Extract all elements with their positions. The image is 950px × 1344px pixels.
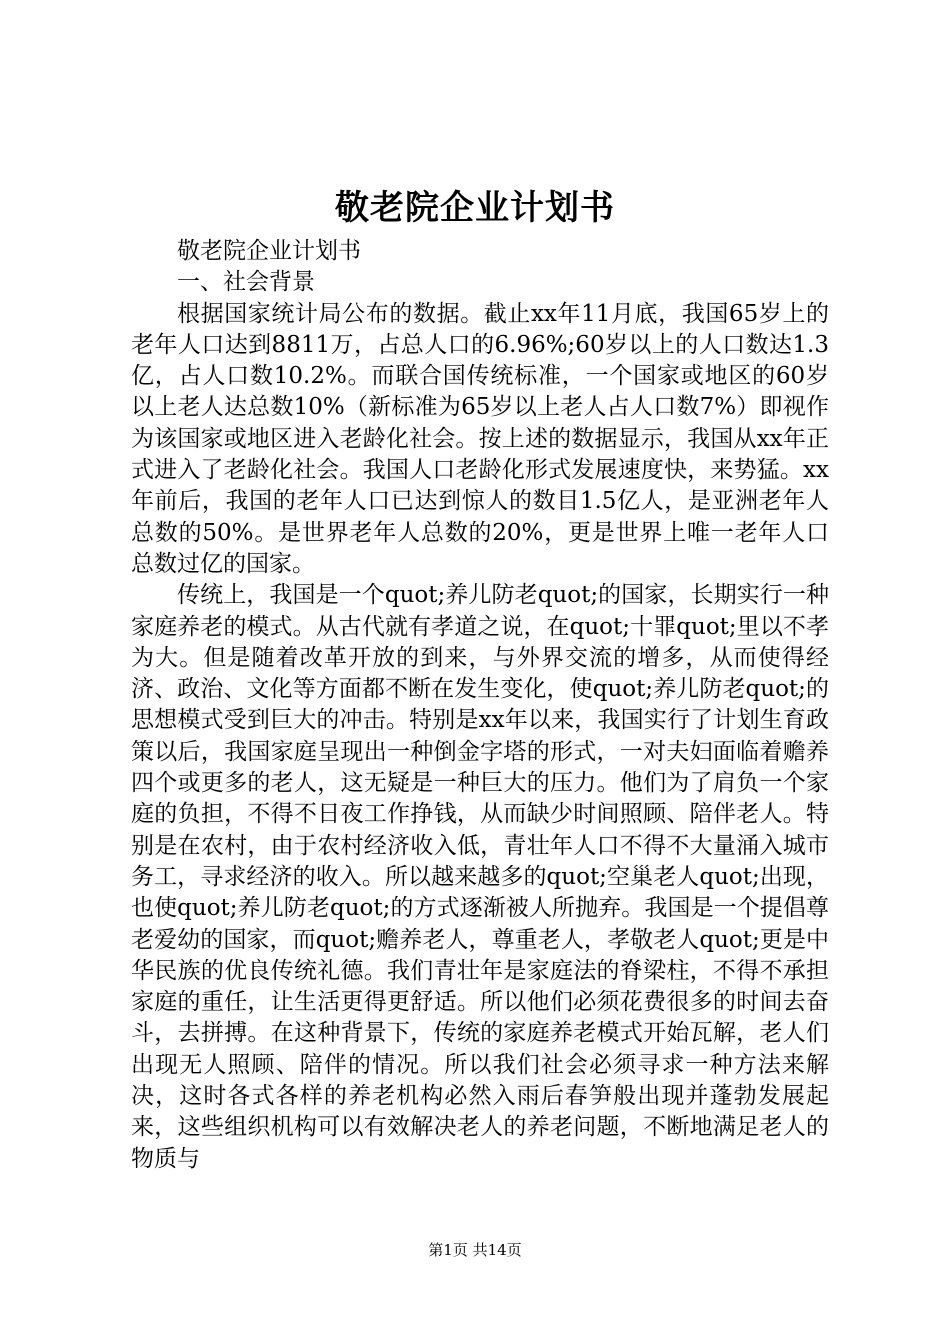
- paragraph-heading: 敬老院企业计划书: [177, 238, 361, 264]
- document-title: 敬老院企业计划书: [335, 188, 615, 228]
- page-footer: 第1页 共14页: [428, 1241, 522, 1259]
- paragraph: 传统上，我国是一个quot;养儿防老quot;的国家，长期实行一种家庭养老的模式。从古代就有孝道之说，在quot;十罪quot;里以不孝为大。但是随着改革开放的到来，与外界交流的增多，从而使得经济、政治、文化等方面都不断在发生变化，使quot;养儿防老quot;的思想模式受到巨大的冲击。特别是xx年以来，我国实行了计划生育政策以后，我国家庭呈现出一种倒金字塔的形式，一对夫妇面临着赡养四个或更多的老人，这无疑是一种巨大的压力。他们为了肩负一个家庭的负担，不得不日夜工作挣钱，从而缺少时间照顾、陪伴老人。特别是在农村，由于农村经济收入低，青壮年人口不得不大量涌入城市务工，寻求经济的收入。所以越来越多的quot;空巢老人quot;出现，也使quot;养儿防老quot;的方式逐渐被人所抛弃。我国是一个提倡尊老爱幼的国家，而quot;赡养老人，尊重老人，孝敬老人quot;更是中华民族的优良传统礼德。我们青壮年是家庭法的脊梁柱，不得不承担家庭的重任，让生活更得更舒适。所以他们必须花费很多的时间去奋斗，去拼搏。在这种背景下，传统的家庭养老模式开始瓦解，老人们出现无人照顾、陪伴的情况。所以我们社会必须寻求一种方法来解决，这时各式各样的养老机构必然入雨后春笋般出现并蓬勃发展起来，这些组织机构可以有效解决老人的养老问题，不断地满足老人的物质与: [131, 582, 829, 1172]
- document-body: [131, 236, 829, 1175]
- paragraph: 根据国家统计局公布的数据。截止xx年11月底，我国65岁上的老年人口达到8811万，占总人口的6.96%;60岁以上的人口数达1.3亿，占人口数10.2%。而联合国传统标准，一个国家或地区的60岁以上老人达总数10%（新标准为65岁以上老人占人口数7%）即视作为该国家或地区进入老龄化社会。按上述的数据显示，我国从xx年正式进入了老龄化社会。我国人口老龄化形式发展速度快，来势猛。xx年前后，我国的老年人口已达到惊人的数目1.5亿人，是亚洲老年人总数的50%。是世界老年人总数的20%，更是世界上唯一老年人口总数过亿的国家。: [131, 300, 829, 577]
- section-heading: 一、社会背景: [177, 269, 315, 296]
